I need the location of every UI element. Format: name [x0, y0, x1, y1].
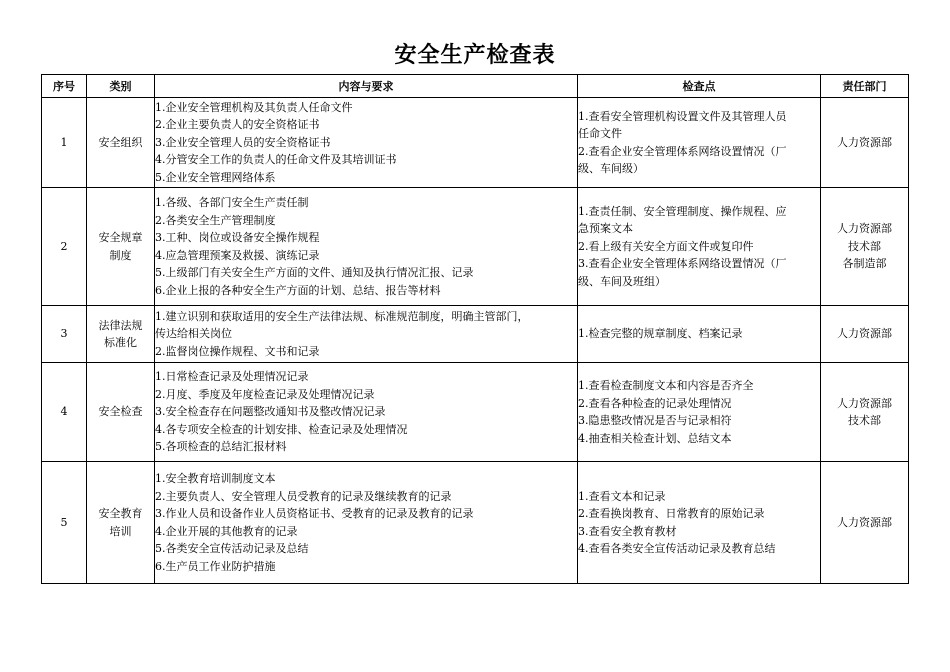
table-row [42, 98, 909, 188]
checkpoint-item: 2.查看各种检查的记录处理情况 [578, 396, 732, 410]
row-requirements [155, 363, 578, 462]
requirement-item: 传达给相关岗位 [155, 327, 232, 341]
checkpoint-item: 级、车间级） [578, 162, 644, 175]
department-name: 人力资源部 [837, 396, 892, 410]
requirement-item: 1.各级、各部门安全生产责任制 [155, 196, 309, 209]
category-line: 法律法规 [98, 318, 143, 332]
table-row [42, 188, 909, 306]
row-category [87, 462, 155, 584]
checkpoint-item: 急预案文本 [578, 222, 633, 236]
row-requirements [155, 188, 578, 306]
requirement-item: 2.主要负责人、安全管理人员受教育的记录及继续教育的记录 [155, 489, 452, 503]
table-row [42, 363, 909, 462]
checkpoint-item: 3.查看企业安全管理体系网络设置情况（厂 [578, 257, 787, 271]
requirement-item: 3.工种、岗位或设备安全操作规程 [155, 231, 320, 244]
requirement-item: 4.应急管理预案及救援、演练记录 [155, 248, 320, 262]
table-header-row [42, 75, 909, 98]
checkpoint-item: 1.查看安全管理机构设置文件及其管理人员 [578, 109, 787, 123]
category-line: 标准化 [104, 336, 137, 349]
requirement-item: 3.企业安全管理人员的安全资格证书 [155, 135, 331, 149]
department-name: 各制造部 [842, 257, 887, 271]
requirement-item: 5.上级部门有关安全生产方面的文件、通知及执行情况汇报、记录 [155, 266, 474, 279]
category-line: 培训 [109, 524, 132, 538]
requirement-item: 5.企业安全管理网络体系 [155, 170, 276, 184]
category-line: 安全组织 [98, 135, 143, 149]
row-category [87, 306, 155, 363]
table-body [42, 98, 909, 584]
table-row [42, 306, 909, 363]
category-line: 安全规章 [98, 231, 143, 244]
row-requirements [155, 98, 578, 188]
checkpoint-item: 2.查看企业安全管理体系网络设置情况（厂 [578, 144, 787, 158]
row-category [87, 98, 155, 188]
checkpoint-item: 2.看上级有关安全方面文件或复印件 [578, 239, 754, 253]
department-name: 人力资源部 [837, 222, 892, 236]
checkpoint-item: 1.查看文本和记录 [578, 489, 666, 503]
safety-inspection-table [41, 74, 909, 584]
requirement-item: 1.建立识别和获取适用的安全生产法律法规、标准规范制度，明确主管部门， [155, 309, 529, 323]
header-requirements: 内容与要求 [155, 75, 578, 98]
requirement-item: 4.各专项安全检查的计划安排、检查记录及处理情况 [155, 422, 408, 436]
requirement-item: 2.月度、季度及年度检查记录及处理情况记录 [155, 387, 375, 401]
requirement-item: 5.各类安全宣传活动记录及总结 [155, 542, 309, 555]
requirement-item: 1.日常检查记录及处理情况记录 [155, 370, 309, 384]
row-number: 5 [42, 462, 87, 584]
requirement-item: 4.企业开展的其他教育的记录 [155, 524, 298, 538]
department-name: 技术部 [848, 239, 881, 253]
requirement-item: 4.分管安全工作的负责人的任命文件及其培训证书 [155, 153, 397, 167]
row-number: 1 [42, 98, 87, 188]
requirement-item: 3.安全检查存在问题整改通知书及整改情况记录 [155, 405, 386, 419]
requirement-item: 6.企业上报的各种安全生产方面的计划、总结、报告等材料 [155, 283, 441, 297]
row-requirements [155, 306, 578, 363]
row-department [821, 188, 909, 306]
checkpoint-item: 4.抽查相关检查计划、总结文本 [578, 431, 732, 445]
row-checkpoints [578, 462, 821, 584]
table-row [42, 462, 909, 584]
requirement-item: 5.各项检查的总结汇报材料 [155, 440, 287, 454]
checkpoint-item: 1.检查完整的规章制度、档案记录 [578, 327, 743, 341]
category-line: 制度 [109, 248, 132, 262]
checkpoint-item: 4.查看各类安全宣传活动记录及教育总结 [578, 542, 776, 555]
row-checkpoints [578, 188, 821, 306]
checkpoint-item: 级、车间及班组） [578, 274, 666, 288]
header-department: 责任部门 [821, 75, 909, 98]
checkpoint-item: 1.查责任制、安全管理制度、操作规程、应 [578, 204, 787, 218]
checkpoint-item: 1.查看检查制度文本和内容是否齐全 [578, 379, 754, 392]
row-category [87, 363, 155, 462]
row-department [821, 306, 909, 363]
requirement-item: 2.各类安全生产管理制度 [155, 213, 276, 227]
row-checkpoints [578, 98, 821, 188]
header-checkpoints: 检查点 [578, 75, 821, 98]
row-number: 2 [42, 188, 87, 306]
checkpoint-item: 3.隐患整改情况是否与记录相符 [578, 414, 732, 427]
department-name: 技术部 [848, 414, 881, 427]
department-name: 人力资源部 [837, 135, 892, 149]
checkpoint-item: 3.查看安全教育教材 [578, 524, 677, 538]
row-number: 3 [42, 306, 87, 363]
requirement-item: 1.安全教育培训制度文本 [155, 472, 276, 485]
row-number: 4 [42, 363, 87, 462]
header-category: 类别 [87, 75, 155, 98]
checkpoint-item: 2.查看换岗教育、日常教育的原始记录 [578, 507, 765, 520]
row-checkpoints [578, 306, 821, 363]
header-no: 序号 [42, 75, 87, 98]
department-name: 人力资源部 [837, 327, 892, 341]
row-requirements [155, 462, 578, 584]
department-name: 人力资源部 [837, 515, 892, 529]
row-category [87, 188, 155, 306]
requirement-item: 1.企业安全管理机构及其负责人任命文件 [155, 100, 353, 114]
row-department [821, 98, 909, 188]
category-line: 安全检查 [98, 405, 143, 419]
requirement-item: 3.作业人员和设备作业人员资格证书、受教育的记录及教育的记录 [155, 507, 474, 520]
row-department [821, 363, 909, 462]
requirement-item: 6.生产员工作业防护措施 [155, 559, 276, 573]
category-line: 安全教育 [98, 507, 143, 520]
document-title: 安全生产检查表 [394, 43, 556, 68]
requirement-item: 2.企业主要负责人的安全资格证书 [155, 118, 320, 132]
checkpoint-item: 任命文件 [578, 127, 622, 140]
row-department [821, 462, 909, 584]
row-checkpoints [578, 363, 821, 462]
requirement-item: 2.监督岗位操作规程、文书和记录 [155, 344, 320, 358]
